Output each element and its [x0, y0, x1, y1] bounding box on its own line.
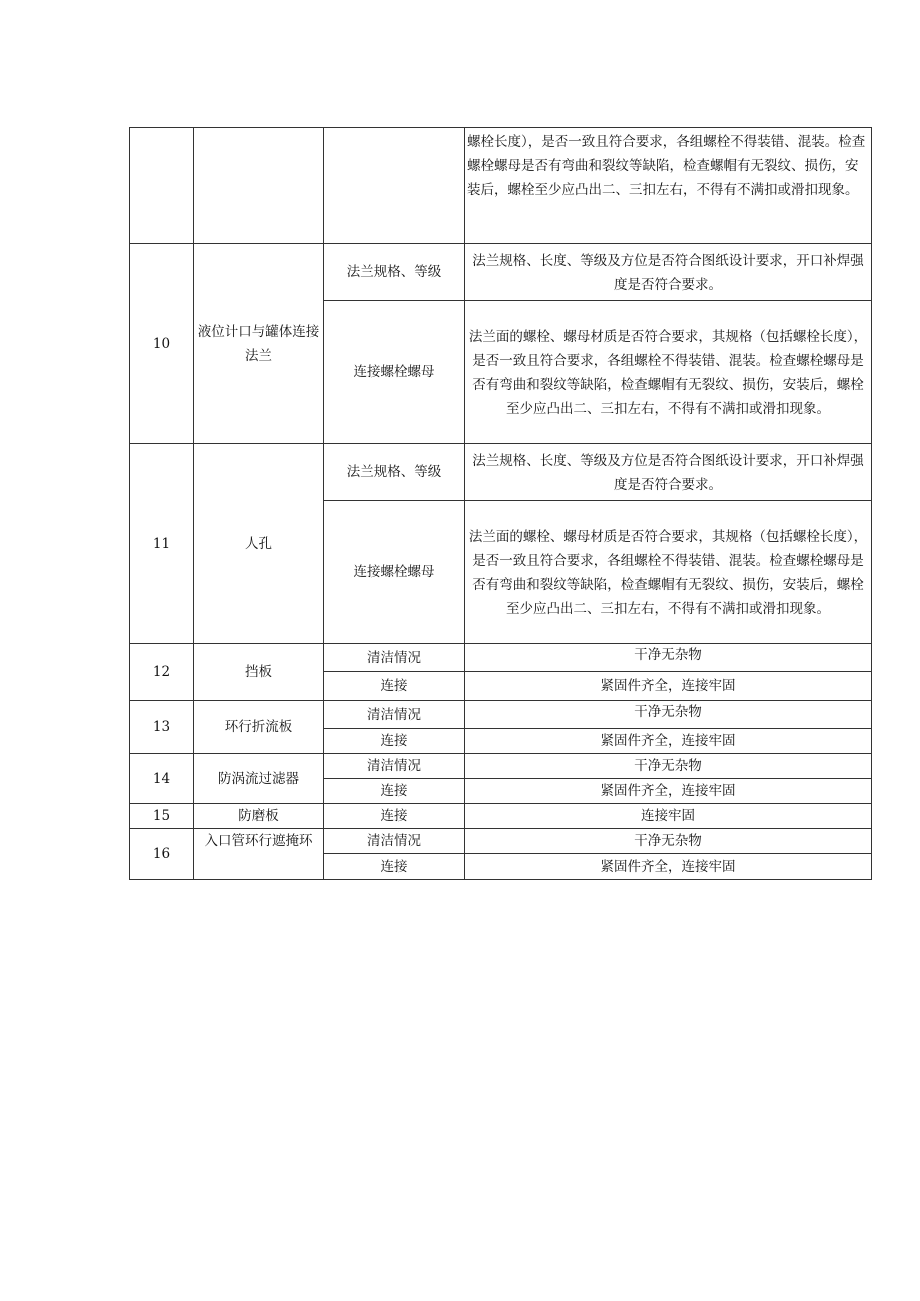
item-cell: [194, 128, 324, 244]
requirement-cell: 干净无杂物: [465, 644, 872, 672]
table-row: [130, 644, 872, 672]
item-cell: 环行折流板: [194, 701, 324, 754]
table-row: [130, 444, 872, 501]
no-cell: 16: [130, 829, 194, 880]
requirement-cell: 干净无杂物: [465, 754, 872, 779]
check-point-cell: 连接: [324, 779, 465, 804]
item-cell: 液位计口与罐体连接法兰: [194, 244, 324, 444]
no-cell: 15: [130, 804, 194, 829]
requirement-cell: 法兰规格、长度、等级及方位是否符合图纸设计要求，开口补焊强度是否符合要求。: [465, 444, 872, 501]
check-point-cell: 法兰规格、等级: [324, 444, 465, 501]
no-cell: 10: [130, 244, 194, 444]
requirement-cell: 紧固件齐全，连接牢固: [465, 672, 872, 701]
item-cell: 防磨板: [194, 804, 324, 829]
table-row-continuation: [130, 128, 872, 244]
check-point-cell: 清洁情况: [324, 754, 465, 779]
requirement-cell: 紧固件齐全，连接牢固: [465, 779, 872, 804]
table-row: [130, 754, 872, 779]
check-point-cell: 连接: [324, 854, 465, 880]
table-row: [130, 701, 872, 729]
item-cell: 防涡流过滤器: [194, 754, 324, 804]
requirement-cell: 紧固件齐全，连接牢固: [465, 854, 872, 880]
check-point-cell: 连接: [324, 804, 465, 829]
check-point-cell: 连接螺栓螺母: [324, 501, 465, 644]
check-point-cell: 连接螺栓螺母: [324, 301, 465, 444]
requirement-cell: 法兰面的螺栓、螺母材质是否符合要求，其规格（包括螺栓长度），是否一致且符合要求，各组螺栓不得装错、混装。检查螺栓螺母是否有弯曲和裂纹等缺陷，检查螺帽有无裂纹、损伤，安装后，螺栓至少应凸出二、三扣左右，不得有不满扣或滑扣现象。: [465, 501, 872, 644]
check-point-cell: 清洁情况: [324, 644, 465, 672]
item-cell: 入口管环行遮掩环: [194, 829, 324, 880]
inspection-table: [129, 127, 872, 880]
no-cell: 13: [130, 701, 194, 754]
check-point-cell: [324, 128, 465, 244]
check-point-cell: 连接: [324, 672, 465, 701]
table-row: [130, 829, 872, 854]
requirement-cell: 法兰规格、长度、等级及方位是否符合图纸设计要求，开口补焊强度是否符合要求。: [465, 244, 872, 301]
check-point-cell: 清洁情况: [324, 829, 465, 854]
no-cell: [130, 128, 194, 244]
no-cell: 12: [130, 644, 194, 701]
requirement-cell: 螺栓长度），是否一致且符合要求，各组螺栓不得装错、混装。检查螺栓螺母是否有弯曲和裂纹等缺陷，检查螺帽有无裂纹、损伤，安装后，螺栓至少应凸出二、三扣左右，不得有不满扣或滑扣现象。: [465, 128, 872, 244]
no-cell: 14: [130, 754, 194, 804]
item-cell: 挡板: [194, 644, 324, 701]
no-cell: 11: [130, 444, 194, 644]
requirement-cell: 干净无杂物: [465, 701, 872, 729]
requirement-cell: 法兰面的螺栓、螺母材质是否符合要求，其规格（包括螺栓长度），是否一致且符合要求，各组螺栓不得装错、混装。检查螺栓螺母是否有弯曲和裂纹等缺陷，检查螺帽有无裂纹、损伤，安装后，螺栓至少应凸出二、三扣左右，不得有不满扣或滑扣现象。: [465, 301, 872, 444]
check-point-cell: 法兰规格、等级: [324, 244, 465, 301]
item-cell: 人孔: [194, 444, 324, 644]
check-point-cell: 连接: [324, 729, 465, 754]
requirement-cell: 连接牢固: [465, 804, 872, 829]
requirement-cell: 干净无杂物: [465, 829, 872, 854]
table-row: [130, 244, 872, 301]
requirement-cell: 紧固件齐全，连接牢固: [465, 729, 872, 754]
check-point-cell: 清洁情况: [324, 701, 465, 729]
table-row: [130, 804, 872, 829]
